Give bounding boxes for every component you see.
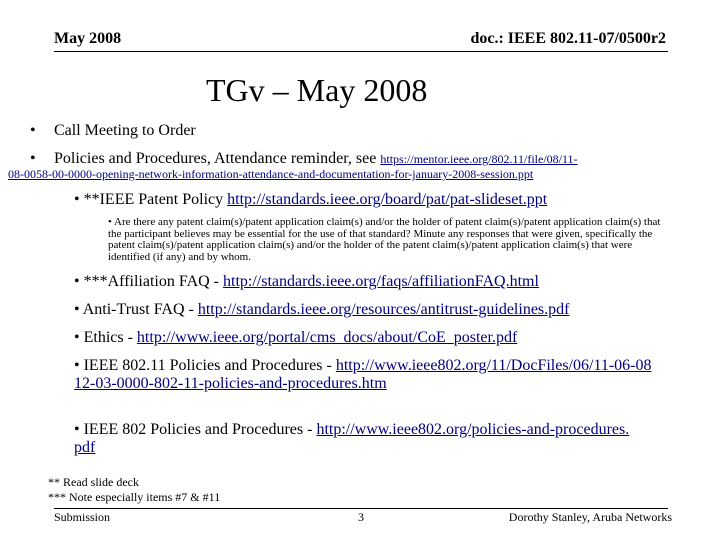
bullet-dot: • [30, 150, 36, 167]
bullet-policies [30, 150, 578, 168]
footer-rule [54, 508, 668, 509]
affiliation-faq-link[interactable]: http://standards.ieee.org/faqs/affiliationFAQ.html [223, 273, 539, 290]
policies-802-link[interactable]: http://www.ieee802.org/policies-and-procedures.pdf [74, 421, 630, 456]
header-rule [54, 51, 668, 52]
item-affiliation-faq: • ***Affiliation FAQ - http://standards.ieee.org/faqs/affiliationFAQ.html [74, 273, 539, 290]
antitrust-faq-link[interactable]: http://standards.ieee.org/resources/antitrust-guidelines.pdf [197, 301, 570, 318]
patent-detail-text: • Are there any patent claim(s)/patent application claim(s) and/or the holder of patent claim(s)/patent application claim(s) that the participant believes may be essential for the use of that standard? Minute any responses that were given, specifically the patent claim(s)/patent application claim(s) and/or the holder of the patent claim(s)/patent application claim(s) that were identified (if any) and by whom. [108, 216, 661, 263]
ethics-link[interactable]: http://www.ieee.org/portal/cms_docs/about/CoE_poster.pdf [136, 329, 518, 346]
attendance-link-tail[interactable]: 08-0058-00-0000-opening-network-information-attendance-and-documentation-for-january-2008-session.ppt [8, 167, 534, 181]
item-80211-policies: • IEEE 802.11 Policies and Procedures - http://www.ieee802.org/11/DocFiles/06/11-06-0812-03-0000-802-11-policies-and-procedures.htm [74, 357, 652, 392]
item-802-policies: • IEEE 802 Policies and Procedures - http://www.ieee802.org/policies-and-procedures.pdf [74, 421, 630, 456]
note-items: *** Note especially items #7 & #11 [48, 490, 221, 504]
bullet-call-meeting: • Call Meeting to Order [30, 122, 196, 139]
policies-80211-link[interactable]: http://www.ieee802.org/11/DocFiles/06/11-06-0812-03-0000-802-11-policies-and-procedures.htm [74, 357, 652, 392]
footer-page-number: 3 [358, 510, 364, 524]
header-doc-id: doc.: IEEE 802.11-07/0500r2 [470, 30, 666, 47]
item-patent-policy: • **IEEE Patent Policy http://standards.ieee.org/board/pat/pat-slideset.ppt [74, 191, 548, 208]
footer-submission: Submission [54, 510, 111, 524]
bullet-dot: • [30, 122, 36, 139]
attendance-link-continued [8, 167, 533, 182]
policies-text: Policies and Procedures, Attendance reminder, see [54, 150, 381, 167]
slide-title: TGv – May 2008 [206, 72, 428, 108]
item-antitrust-faq: • Anti-Trust FAQ - http://standards.ieee.org/resources/antitrust-guidelines.pdf [74, 301, 570, 318]
note-read-slide-deck: ** Read slide deck [48, 475, 139, 489]
header-date: May 2008 [54, 30, 122, 47]
attendance-link[interactable]: https://mentor.ieee.org/802.11/file/08/11- [380, 152, 578, 166]
footer-author: Dorothy Stanley, Aruba Networks [508, 510, 672, 524]
patent-policy-link[interactable]: http://standards.ieee.org/board/pat/pat-slideset.ppt [227, 191, 548, 208]
item-ethics: • Ethics - http://www.ieee.org/portal/cms_docs/about/CoE_poster.pdf [74, 329, 518, 346]
